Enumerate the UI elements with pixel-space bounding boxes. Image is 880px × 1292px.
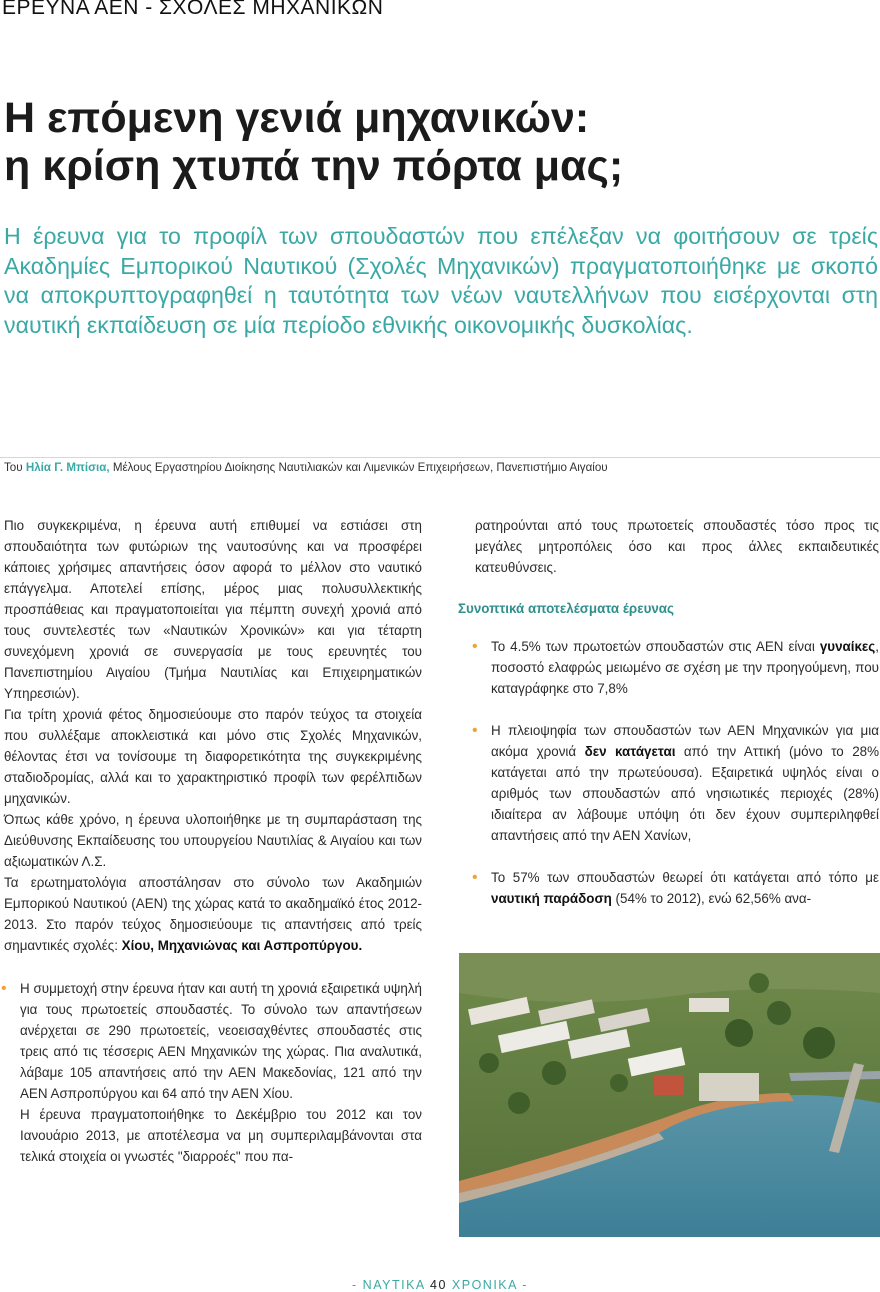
paragraph-text: Τα ερωτηματολόγια αποστάλησαν στο σύνολο των Ακαδημιών Εμπορικού Ναυτικού (ΑΕΝ) της χώρας κατά το ακαδημαϊκό έτος 2012-2013. Στο παρόν τεύχος δημοσιεύουμε τις απαντήσεις από τρείς σημαντικές σχολές:	[4, 875, 422, 953]
paragraph: Όπως κάθε χρόνο, η έρευνα υλοποιήθηκε με τη συμπαράσταση της Διεύθυνσης Εκπαίδευσης του υπουργείου Ναυτιλίας & Αιγαίου και των αξιωματικών Λ.Σ.	[4, 812, 422, 869]
byline-prefix: Του	[4, 461, 26, 474]
bullet-text: Η συμμετοχή στην έρευνα ήταν και αυτή τη χρονιά εξαιρετικά υψηλή για τους πρωτοετείς σπουδαστές. Το σύνολο των απαντήσεων ανέρχεται σε 290 πρωτοετείς, νεοεισαχθέντες σπουδαστές στις τρεις από τις τέσσερις ΑΕΝ Μηχανικών της χώρας. Πια αναλυτικά, λάβαμε 105 απαντήσεις από την ΑΕΝ Μακεδονίας, 121 από την ΑΕΝ Ασπροπύργου και 64 από την ΑΕΝ Χίου.	[20, 981, 422, 1101]
bullet-item	[472, 867, 879, 909]
article-title	[4, 94, 874, 190]
left-column	[1, 515, 422, 1167]
schools-highlight: Χίου, Μηχανιώνας και Ασπροπύργου.	[121, 938, 363, 953]
results-subheading: Συνοπτικά αποτελέσματα έρευνας	[458, 601, 675, 616]
divider	[0, 457, 880, 458]
byline-affiliation: Μέλους Εργαστηρίου Διοίκησης Ναυτιλιακών και Λιμενικών Επιχειρήσεων, Πανεπιστήμιο Αιγαίου	[109, 461, 608, 474]
paragraph: Για τρίτη χρονιά φέτος δημοσιεύουμε στο παρόν τεύχος τα στοιχεία που συλλέξαμε αποκλειστικά και μόνο στις Σχολές Μηχανικών, θέλοντας έτσι να τονίσουμε τη διαφορετικότητα της συγκεκριμένης σταδιοδρομίας, αλλά και το χαρακτηριστικό προφίλ των φερέλπιδων μηχανικών.	[4, 707, 422, 806]
bullet-item	[472, 720, 880, 846]
footer-left: - ΝΑΥΤΙΚΑ	[352, 1278, 431, 1292]
bullet-dot-icon: •	[472, 722, 478, 739]
title-line-1: Η επόμενη γενιά μηχανικών:	[4, 94, 590, 142]
paragraph: Πιο συγκεκριμένα, η έρευνα αυτή επιθυμεί να εστιάσει στη σπουδαιότητα των φυτώριων της ναυτοσύνης και να προσφέρει κάποιες χρήσιμες απαντήσεις όσον αφορά το μέλλον στο ναυτικό επάγγελμα. Αποτελεί επίσης, μέρος μιας πολυσυλλεκτικής προσπάθειας και πραγματοποιείται για πέμπτη συνεχή χρονιά από τους συντελεστές των «Ναυτικών Χρονικών» και για τέταρτη συνεχόμενη χρονιά σε συνεργασία με τους ερευνητές του Πανεπιστημίου Αιγαίου (Τμήμα Ναυτιλίας και Επιχειρηματικών Υπηρεσιών).	[4, 518, 422, 701]
bullet-text: Το 57% των σπουδαστών θεωρεί ότι κατάγεται από τόπο με ναυτική παράδοση (54% το 2012), ενώ 62,56% ανα-	[491, 870, 879, 906]
bullet-dot-icon: •	[472, 638, 478, 655]
bullet-text-continued: Η έρευνα πραγματοποιήθηκε το Δεκέμβριο του 2012 και τον Ιανουάριο 2013, με αποτέλεσμα να μη συμπεριλαμβάνονται στα τελικά στοιχεία οι γνωστές "διαρροές" που πα-	[20, 1107, 422, 1164]
page-number: 40	[430, 1278, 447, 1292]
title-line-2: η κρίση χτυπά την πόρτα μας;	[4, 142, 624, 190]
byline-author: Ηλία Γ. Μπίσια,	[25, 461, 110, 474]
bullet-dot-icon: •	[1, 980, 7, 997]
footer-right: ΧΡΟΝΙΚΑ -	[446, 1278, 528, 1292]
lead-paragraph: Η έρευνα για το προφίλ των σπουδαστών που επέλεξαν να φοιτήσουν σε τρείς Ακαδημίες Εμπορικού Ναυτικού (Σχολές Μηχανικών) πραγματοποιήθηκε με σκοπό να αποκρυπτογραφηθεί η ταυτότητα των νέων ναυτελλήνων που εισέρχονται στη ναυτική εκπαίδευση σε μία περίοδο εθνικής οικονομικής δυσκολίας.	[4, 223, 878, 338]
bullet-dot-icon: •	[472, 869, 478, 886]
page-footer	[0, 1278, 880, 1292]
section-label: ΕΡΕΥΝΑ ΑΕΝ - ΣΧΟΛΕΣ ΜΗΧΑΝΙΚΩΝ	[2, 0, 384, 19]
aerial-campus-photo	[459, 953, 880, 1237]
bullet-item	[1, 978, 422, 1167]
byline	[4, 461, 608, 474]
bullet-text: Η πλειοψηφία των σπουδαστών των ΑΕΝ Μηχανικών για μια ακόμα χρονιά δεν κατάγεται από την Αττική (μόνο το 28% κατάγεται από την πρωτεύουσα). Εξαιρετικά υψηλός είναι ο αριθμός των σπουδαστών από νησιωτικές περιοχές (28%) ιδιαίτερα αν λάβουμε υπόψη ότι δεν έχουν συμπεριληφθεί απαντήσεις από την ΑΕΝ Χανίων,	[491, 723, 880, 843]
paragraph: ρατηρούνται από τους πρωτοετείς σπουδαστές τόσο προς τις μεγάλες μητροπόλεις όσο και προς άλλες εκπαιδευτικές κατευθύνσεις.	[475, 518, 879, 575]
right-column	[458, 515, 880, 909]
bullet-item	[472, 636, 879, 699]
paragraph	[4, 872, 422, 956]
bullet-text: Το 4.5% των πρωτοετών σπουδαστών στις ΑΕΝ είναι γυναίκες, ποσοστό ελαφρώς μειωμένο σε σχέση με την προηγούμενη, που καταγράφηκε στο 7,8%	[491, 639, 879, 696]
